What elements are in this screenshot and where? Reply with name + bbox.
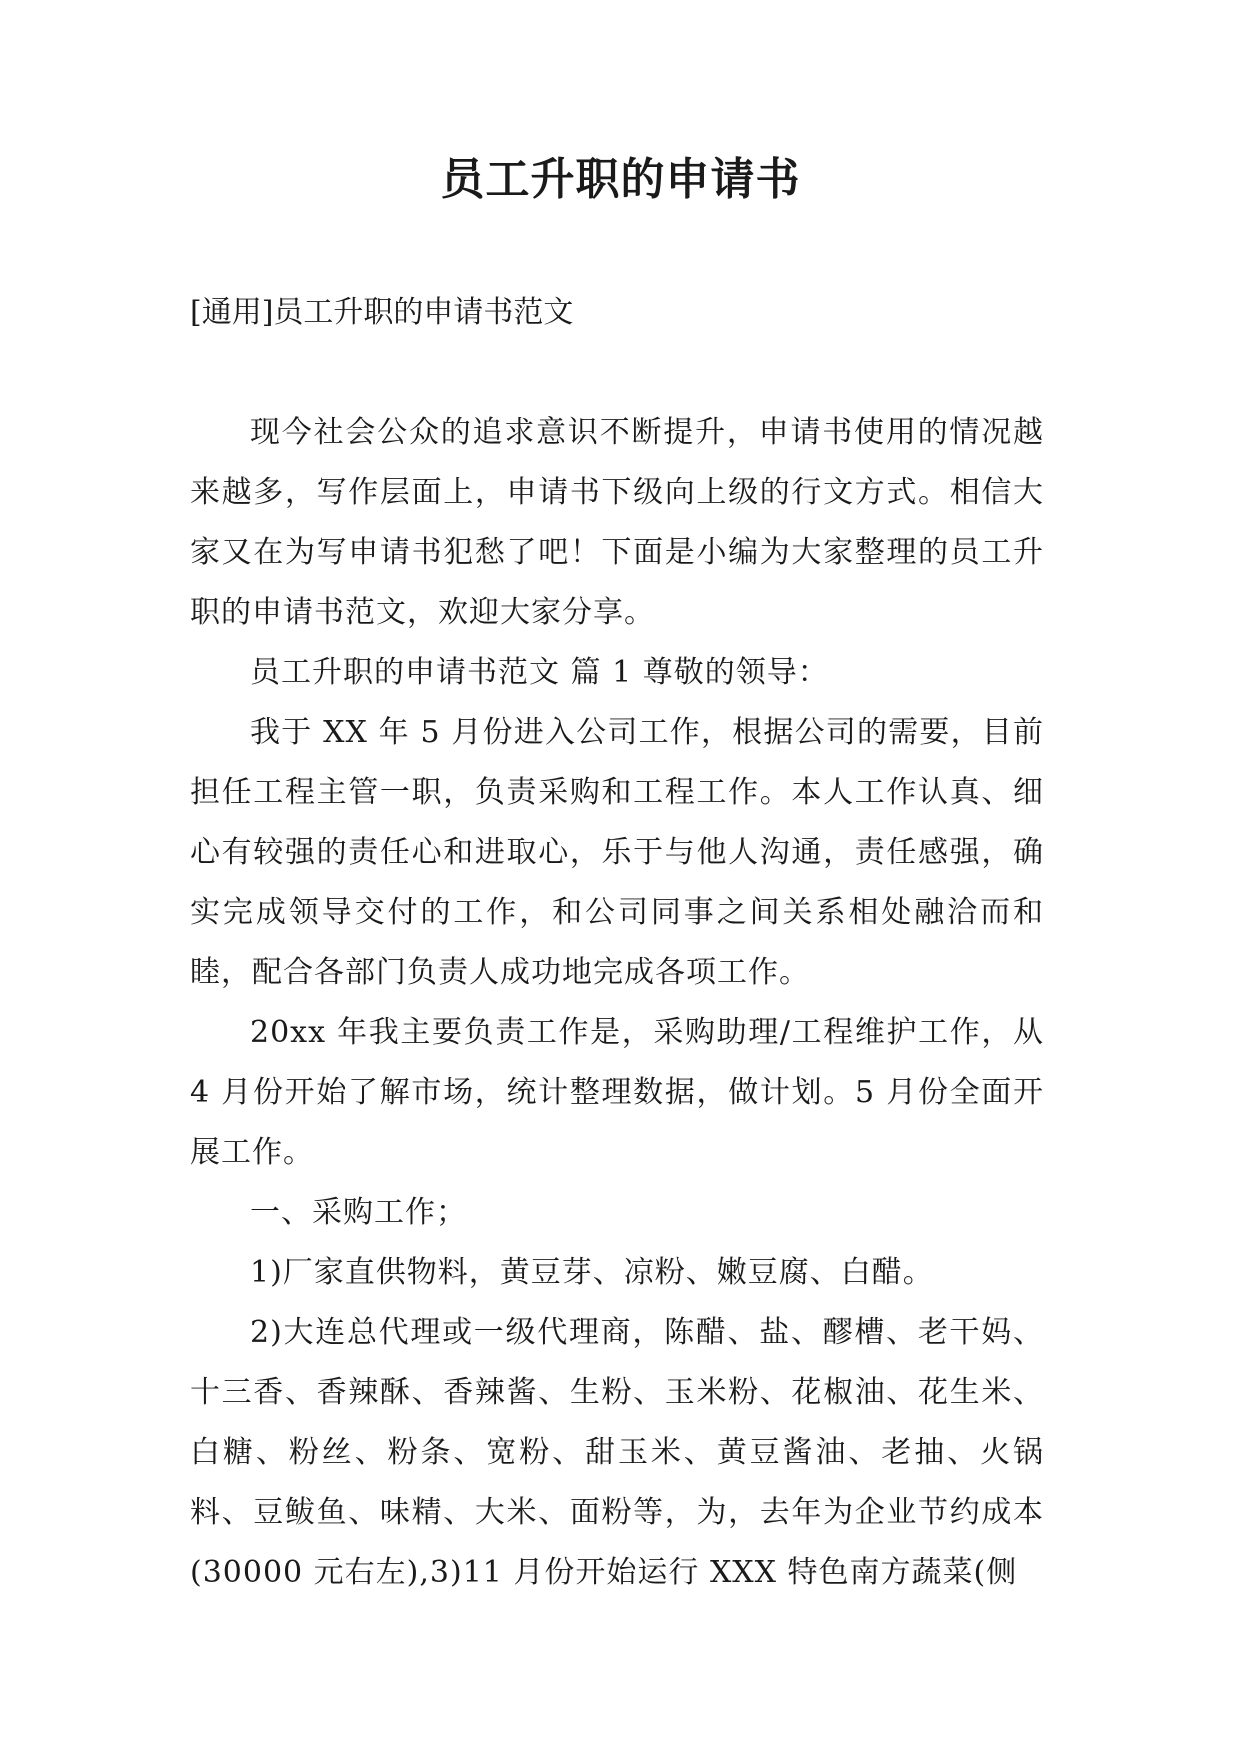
list-item-1: 1)厂家直供物料，黄豆芽、凉粉、嫩豆腐、白醋。: [250, 1255, 934, 1290]
paragraph-intro: 现今社会公众的追求意识不断提升，申请书使用的情况越来越多，写作层面上，申请书下级向上级的行文方式。相信大家又在为写申请书犯愁了吧！下面是小编为大家整理的员工升职的申请书范文，欢迎大家分享。: [190, 415, 1044, 630]
list-item-2: 2)大连总代理或一级代理商，陈醋、盐、醪槽、老干妈、十三香、香辣酥、香辣酱、生粉、玉米粉、花椒油、花生米、白糖、粉丝、粉条、宽粉、甜玉米、黄豆酱油、老抽、火锅料、豆鲅鱼、味精、大米、面粉等，为，去年为企业节约成本(30000 元右左),3)11 月份开始运行 XXX 特色南方蔬菜(侧: [190, 1315, 1044, 1590]
section-heading-purchasing: 一、采购工作；: [250, 1195, 467, 1230]
paragraph-background: 我于 XX 年 5 月份进入公司工作，根据公司的需要，目前担任工程主管一职，负责采购和工程工作。本人工作认真、细心有较强的责任心和进取心，乐于与他人沟通，责任感强，确实完成领导交付的工作，和公司同事之间关系相处融洽而和睦，配合各部门负责人成功地完成各项工作。: [190, 715, 1044, 990]
document-title: 员工升职的申请书: [440, 154, 801, 205]
document-subtitle: [通用]员工升职的申请书范文: [190, 295, 574, 330]
paragraph-salutation: 员工升职的申请书范文 篇 1 尊敬的领导：: [250, 655, 829, 690]
document-body: [190, 403, 1044, 1603]
paragraph-work-summary: 20xx 年我主要负责工作是，采购助理/工程维护工作，从 4 月份开始了解市场，统计整理数据，做计划。5 月份全面开展工作。: [190, 1015, 1044, 1170]
